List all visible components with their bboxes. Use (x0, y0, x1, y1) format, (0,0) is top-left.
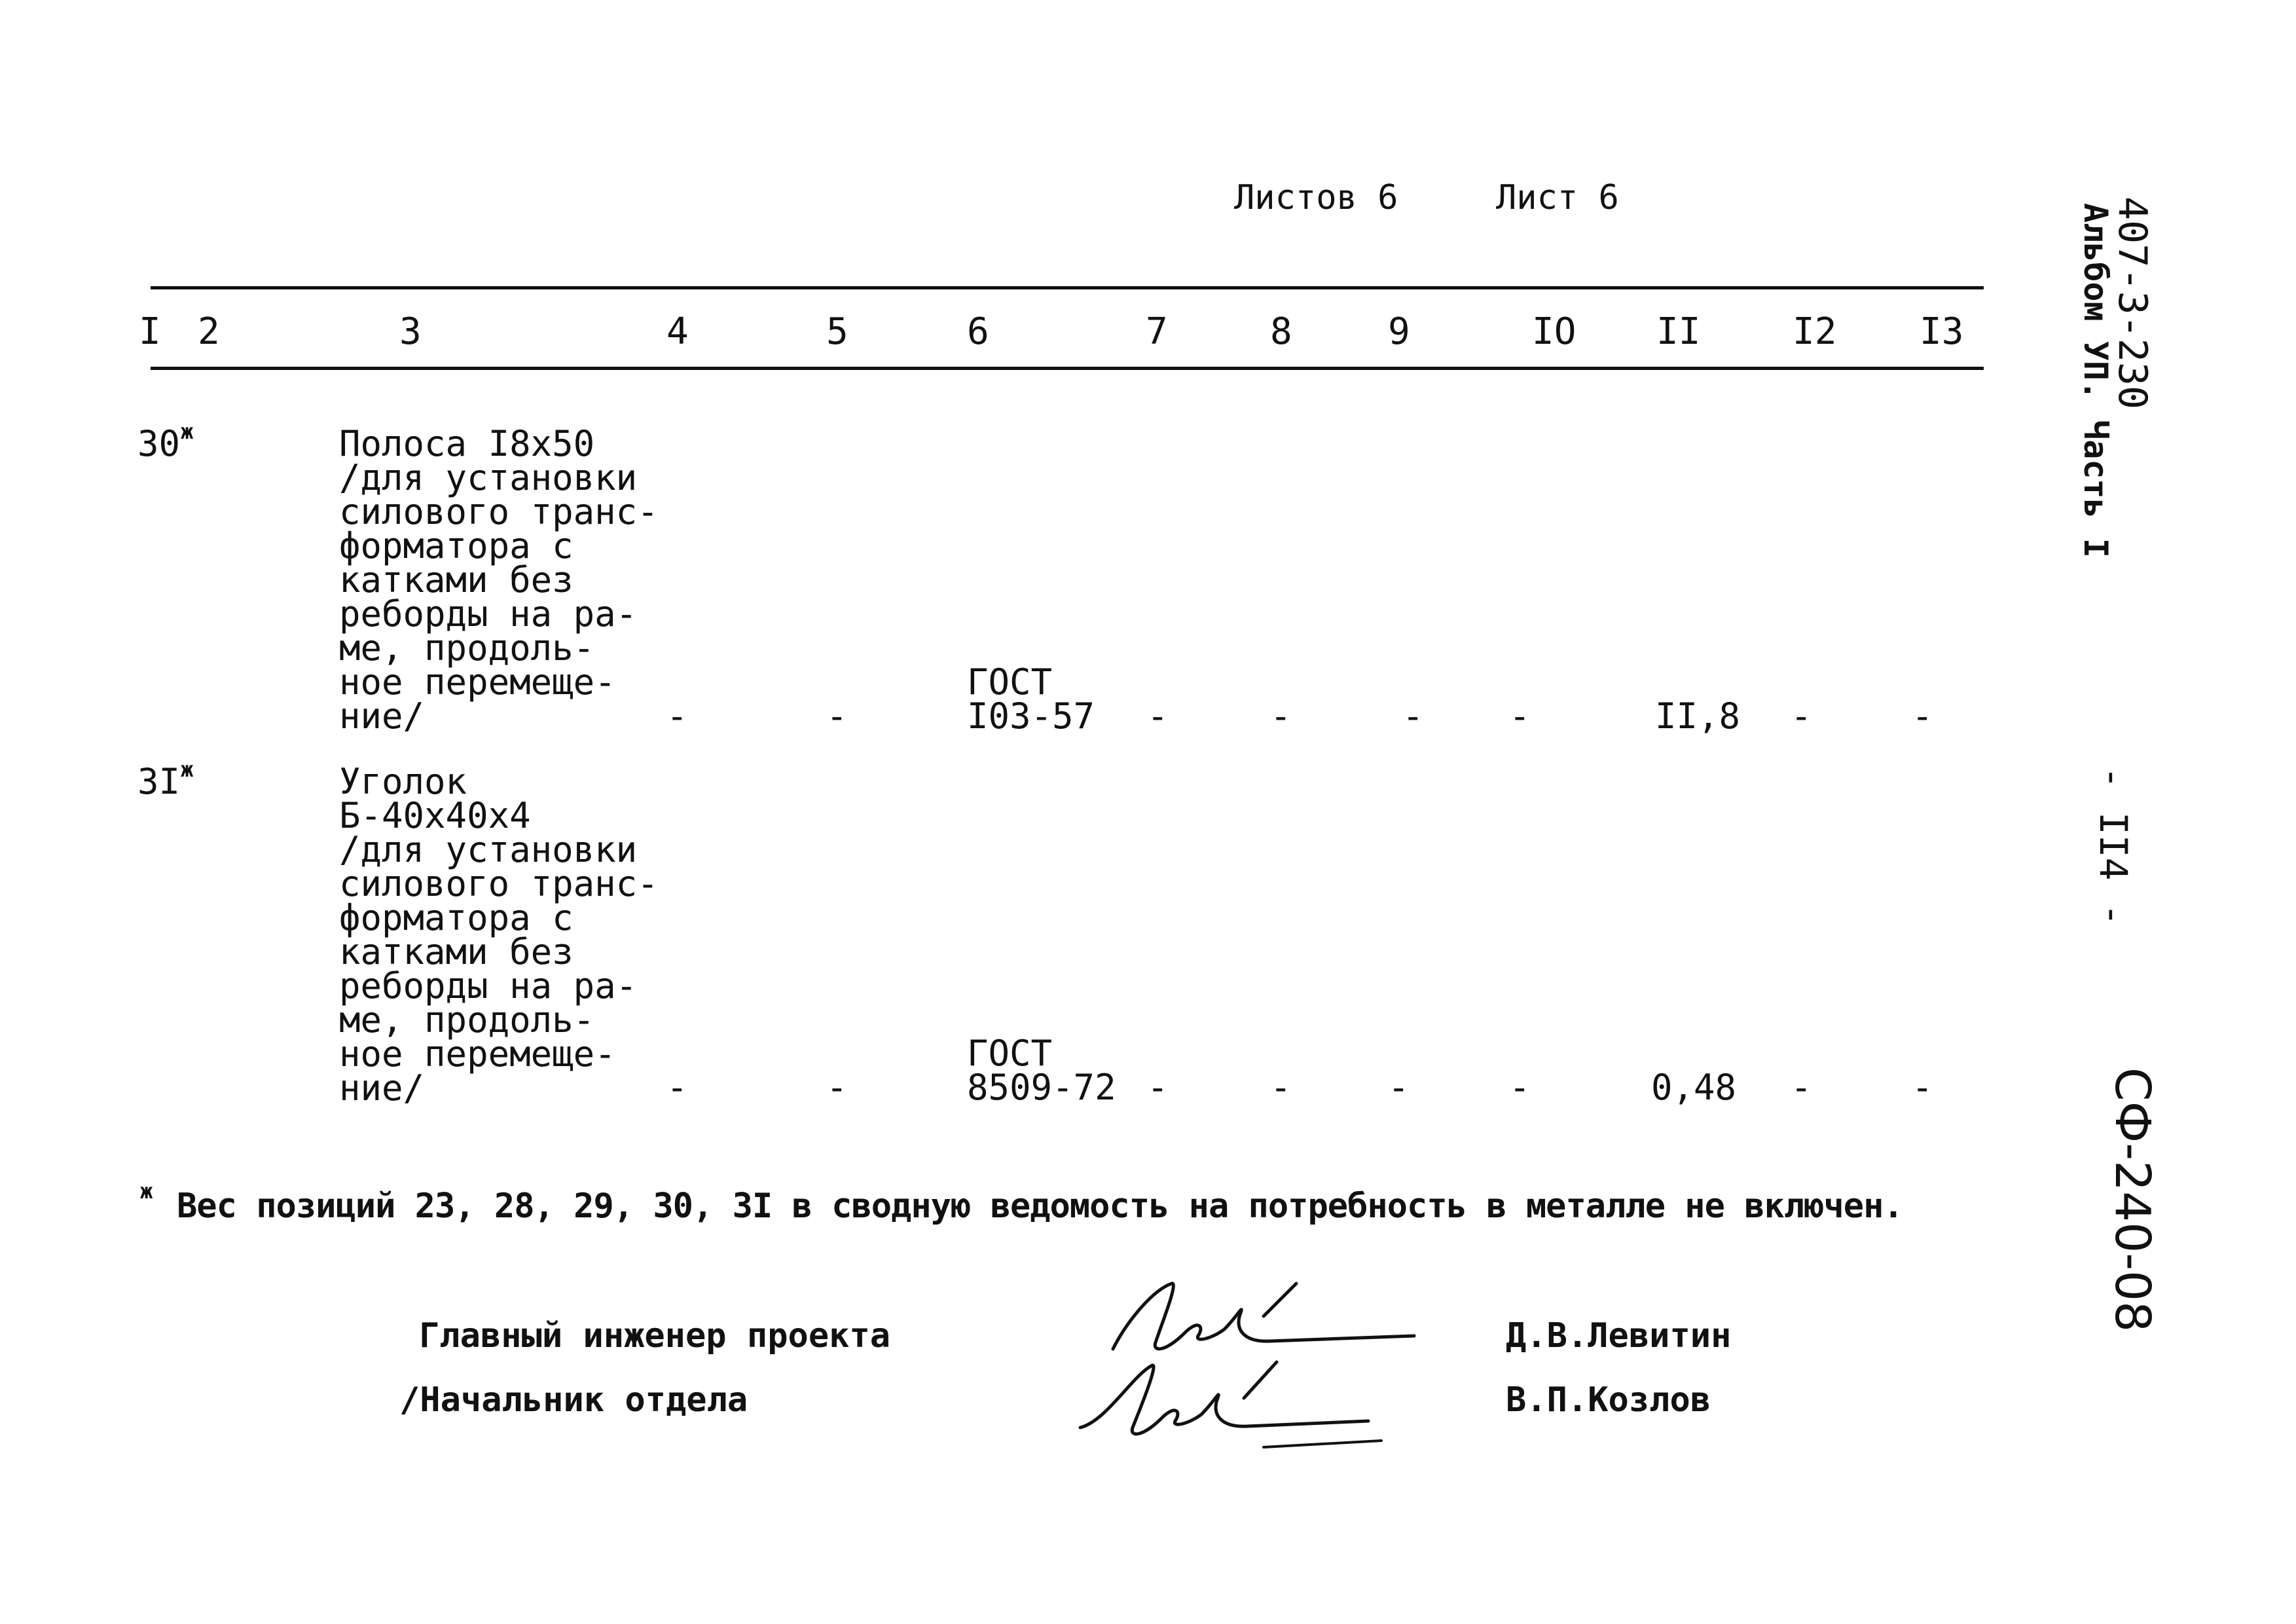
cell-col9: - (1388, 1067, 1410, 1108)
album-number: 407-3-230 (2109, 196, 2155, 410)
signatory-title-1: Главный инженер проекта (419, 1316, 891, 1356)
col-header-7: 7 (1146, 310, 1168, 353)
cell-col12: - (1791, 1067, 1812, 1108)
cell-col5: - (826, 695, 848, 737)
col-header-10: IO (1532, 310, 1576, 353)
handwritten-signature-2 (1067, 1349, 1408, 1460)
asterisk-mark: ж (181, 757, 194, 782)
col-header-1: I (139, 310, 161, 353)
col-header-13: I3 (1920, 310, 1964, 353)
col-header-8: 8 (1270, 310, 1292, 353)
signatory-name-2: В.П.Козлов (1506, 1380, 1711, 1420)
col-header-6: 6 (967, 310, 989, 353)
item-description: Полоса I8x50 /для установки силового транс- форматора с катками без реборды на ра- ме, продоль- ное перемеще- ние/ (339, 423, 659, 737)
item-description: Уголок Б-40x40x4 /для установки силового транс- форматора с катками без реборды на ра- ме, продоль- ное перемеще- ние/ (339, 761, 659, 1109)
cell-col4: - (666, 1067, 688, 1108)
cell-col4: - (666, 695, 688, 737)
col-header-3: 3 (399, 310, 422, 353)
document-code: СФ-240-08 (2104, 1067, 2160, 1333)
signatory-name-1: Д.В.Левитин (1506, 1316, 1732, 1356)
cell-col5: - (826, 1067, 848, 1108)
cell-col7: - (1147, 1067, 1169, 1108)
cell-col12: - (1791, 695, 1812, 737)
signatory-title-2: /Начальник отдела (399, 1380, 748, 1420)
album-part: Альбом УП. Часть I (2077, 203, 2115, 558)
cell-col10: - (1509, 1067, 1531, 1108)
standard-reference: ГОСТ I03-57 (967, 661, 1095, 737)
table-top-rule (151, 286, 1984, 289)
col-header-2: 2 (198, 310, 220, 353)
cell-col13: - (1912, 1067, 1933, 1108)
weight-value: II,8 (1655, 695, 1741, 737)
footnote-text: Вес позиций 23, 28, 29, 30, 3I в сводную ведомость на потребность в металле не включен. (177, 1187, 1903, 1226)
col-header-5: 5 (826, 310, 848, 353)
sheet-number: Лист 6 (1496, 178, 1619, 217)
standard-reference: ГОСТ 8509-72 (967, 1033, 1116, 1108)
position-number: 30 (137, 423, 181, 464)
cell-col13: - (1912, 695, 1933, 737)
sheets-total: Листов 6 (1234, 178, 1398, 217)
cell-col9: - (1402, 695, 1424, 737)
footnote-mark: ж (140, 1179, 153, 1204)
col-header-4: 4 (666, 310, 689, 353)
table-header-rule (151, 367, 1984, 370)
cell-col7: - (1147, 695, 1169, 737)
position-number: 3I (137, 761, 181, 802)
cell-col8: - (1270, 695, 1292, 737)
weight-value: 0,48 (1651, 1067, 1737, 1108)
col-header-12: I2 (1793, 310, 1837, 353)
page-number: - II4 - (2091, 766, 2136, 927)
col-header-9: 9 (1388, 310, 1410, 353)
asterisk-mark: ж (181, 419, 194, 444)
cell-col10: - (1509, 695, 1531, 737)
cell-col8: - (1270, 1067, 1292, 1108)
col-header-11: II (1656, 310, 1701, 353)
